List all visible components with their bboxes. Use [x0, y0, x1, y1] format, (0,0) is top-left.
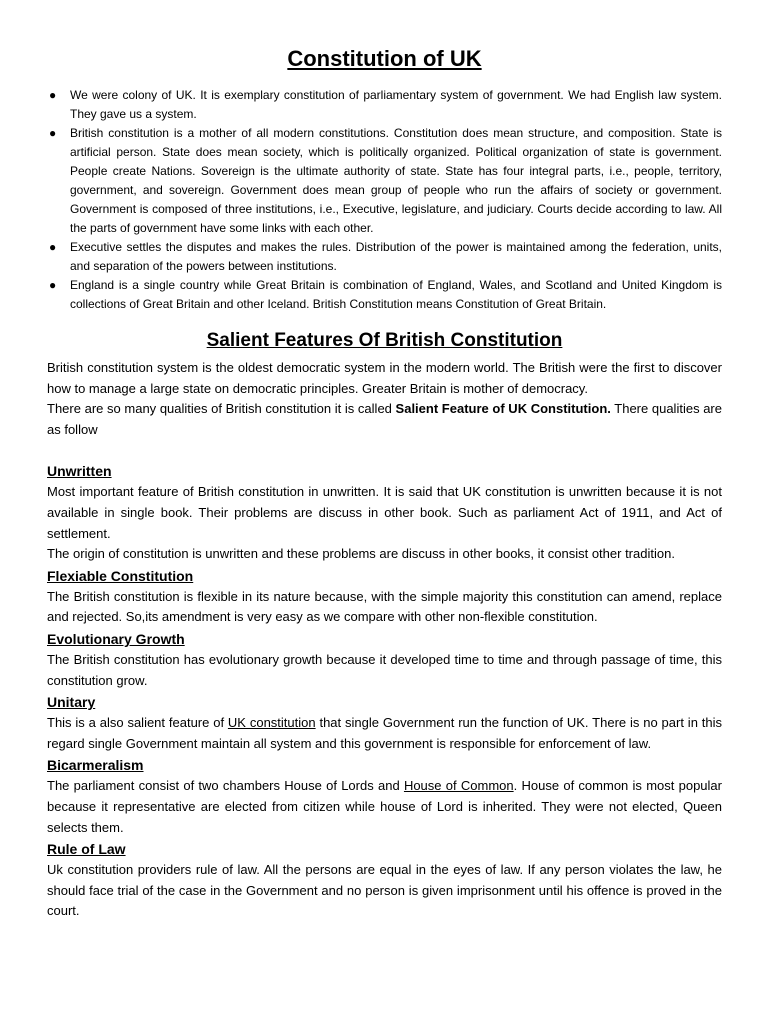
bullet-text: We were colony of UK. It is exemplary constitution of parliamentary system of government. We had English law system. They gave us a system.	[70, 88, 722, 121]
unitary-heading: Unitary	[47, 694, 96, 711]
rule-of-law-paragraph: Uk constitution providers rule of law. All the persons are equal in the eyes of law. If any person violates the law, he should face trial of the case in the Government and no person is given imprisonment until his offence is proved in the court.	[47, 862, 722, 919]
bullet-text: British constitution is a mother of all modern constitutions. Constitution does mean structure, and composition. State is artificial person. State does mean society, which is politically organized. Political organization of state is government. People create Nations. Sovereign is the ultimate authority of state. State has four integral parts, i.e., people, territory, government, and sovereign. Government does mean group of people who run the affairs of society or government. Government is composed of three institutions, i.e., Executive, legislature, and judiciary. Courts decide according to law. All the parts of government have some links with each other.	[70, 126, 722, 235]
intro-bullet-list	[47, 86, 722, 314]
page-title: Constitution of UK	[287, 46, 482, 71]
flexible-constitution-heading: Flexiable Constitution	[47, 567, 194, 584]
bullet-icon: ●	[49, 126, 57, 140]
flexible-constitution-paragraph: The British constitution is flexible in its nature because, with the simple majority this constitution can amend, replace and rejected. So,its amendment is very easy as we compare with other non-flexible constitution.	[47, 588, 722, 625]
evolutionary-growth-paragraph: The British constitution has evolutionary growth because it developed time to time and through passage of time, this constitution grow.	[47, 651, 722, 688]
salient-qualities-paragraph	[47, 399, 722, 440]
house-of-common-link[interactable]: House of Common	[403, 778, 514, 794]
list-item	[47, 124, 722, 238]
list-item	[47, 238, 722, 276]
qualities-text-end: There qualities are as follow	[47, 401, 722, 437]
salient-features-heading: Salient Features Of British Constitution	[206, 330, 563, 351]
qualities-bold-phrase: Salient Feature of UK Constitution.	[395, 401, 611, 417]
unwritten-heading: Unwritten	[47, 463, 112, 480]
evolutionary-growth-heading: Evolutionary Growth	[47, 630, 185, 647]
qualities-text-start: There are so many qualities of British constitution it is called	[47, 401, 396, 417]
bullet-text: Executive settles the disputes and makes the rules. Distribution of the power is maintained among the federation, units, and separation of the powers between institutions.	[70, 240, 722, 273]
bicameralism-paragraph	[47, 776, 722, 838]
unitary-paragraph	[47, 713, 722, 754]
bicameralism-text-end: . House of common is most popular because it representative are elected from citizen while house of Lord is inherited. They were not elected, Queen selects them.	[47, 778, 722, 835]
unwritten-paragraph-1: Most important feature of British constitution in unwritten. It is said that UK constitution is unwritten because it is not available in single book. Their problems are discuss in other book. Such as parliament Act of 1911, and Act of settlement.	[47, 484, 722, 541]
list-item	[47, 86, 722, 124]
list-item	[47, 276, 722, 314]
bullet-icon: ●	[49, 240, 57, 254]
bicameralism-text-start: The parliament consist of two chambers House of Lords and	[47, 778, 404, 794]
bicameralism-heading: Bicarmeralism	[47, 757, 144, 774]
bullet-text: England is a single country while Great Britain is combination of England, Wales, and Scotland and United Kingdom is collections of Great Britain and other Iceland. British Constitution means Constitution of Great Britain.	[70, 278, 722, 311]
rule-of-law-heading: Rule of Law	[47, 841, 126, 858]
salient-intro-paragraph: British constitution system is the oldest democratic system in the modern world. The British were the first to discover how to manage a large state on democratic principles. Greater Britain is mother of democracy.	[47, 360, 722, 396]
unwritten-paragraph-2: The origin of constitution is unwritten and these problems are discuss in other books, it consist other tradition.	[47, 546, 675, 562]
bullet-icon: ●	[49, 88, 57, 102]
unitary-text-start: This is a also salient feature of	[47, 715, 228, 731]
bullet-icon: ●	[49, 278, 57, 292]
unitary-text-end: that single Government run the function of UK. There is no part in this regard single Government maintain all system and this government is responsible for enforcement of law.	[47, 715, 723, 751]
uk-constitution-link[interactable]: UK constitution	[227, 715, 316, 731]
